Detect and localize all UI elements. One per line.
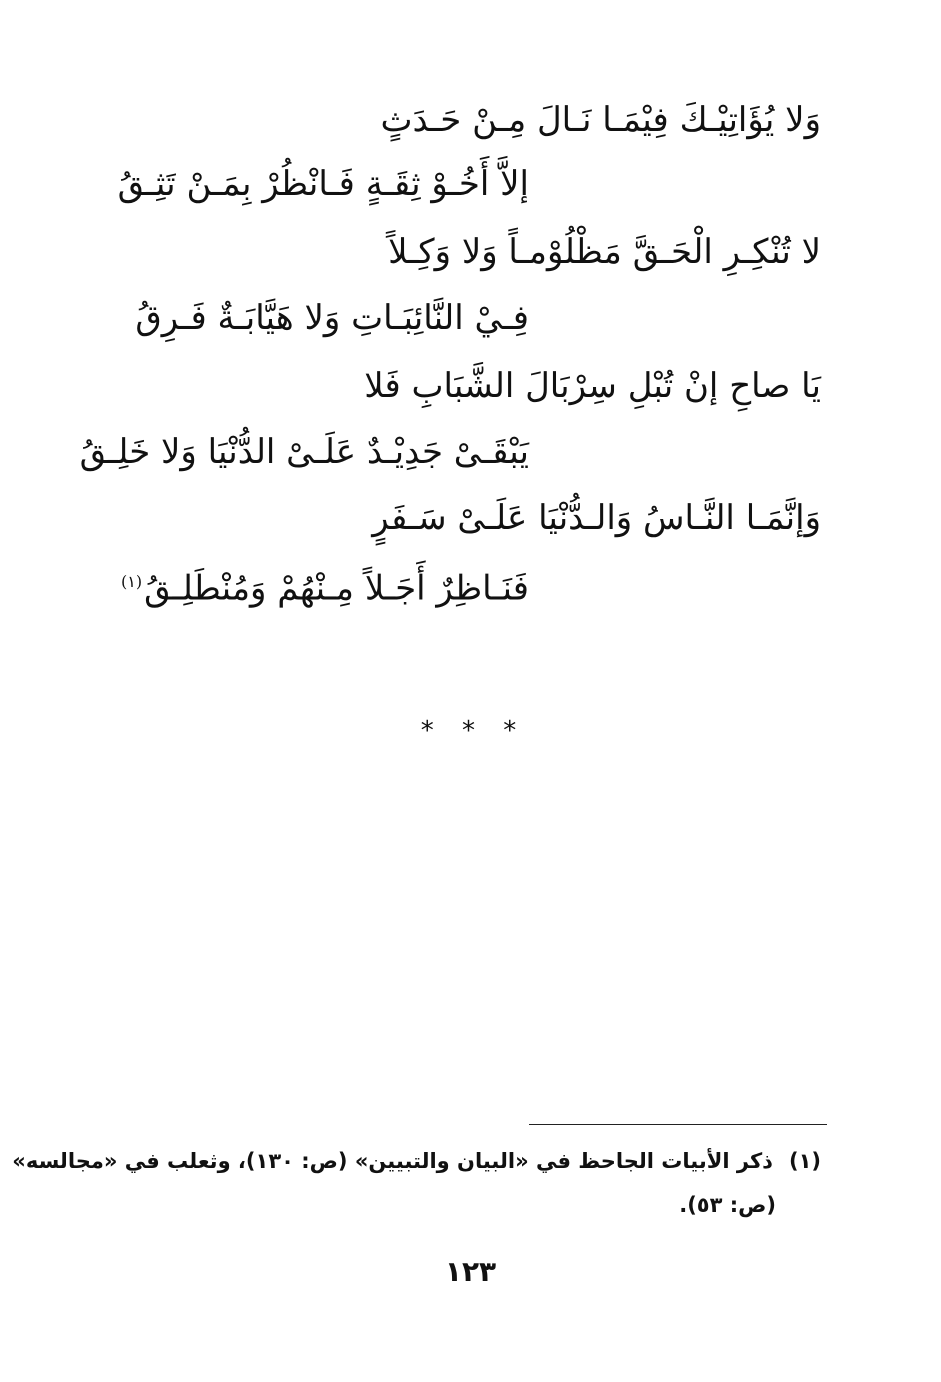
footnote-divider (529, 1124, 827, 1125)
footnote-reference: (١) (121, 572, 143, 591)
verse-line-8-text: فَنَـاظِرٌ أَجَـلاً مِـنْهُمْ وَمُنْطَلِـقُ (144, 568, 529, 609)
footnote-line-2: (ص: ٥٣). (679, 1193, 776, 1217)
verse-line-1: وَلا يُؤَاتِيْـكَ فِيْمَـا نَـالَ مِـنْ حَـدَثٍ (380, 100, 821, 140)
verse-line-7: وَإنَّمَـا النَّـاسُ وَالـدُّنْيَا عَلَـىْ سَـفَرٍ (372, 498, 821, 538)
verse-line-3: لا تُنْكِـرِ الْحَـقَّ مَظْلُوْمـاً وَلا وَكِـلاً (388, 232, 821, 272)
footnote-text-1: ذكر الأبيات الجاحظ في «البيان والتبيين» (ص: ١٣٠)، وثعلب في «مجالسه» (12, 1149, 773, 1173)
section-separator: * * * (420, 716, 527, 746)
verse-line-2: إلاَّ أَخُـوْ ثِقَـةٍ فَـانْظُرْ بِمَـنْ تَثِـقُ (117, 164, 529, 204)
verse-line-8 (121, 560, 529, 610)
page-number: ١٢٣ (444, 1255, 497, 1288)
footnote-number: (١) (788, 1149, 821, 1173)
footnote-line-1 (12, 1146, 821, 1176)
verse-line-4: فِـيْ النَّائِبَـاتِ وَلا هَيَّابَـةٌ فَـرِقُ (135, 298, 529, 338)
verse-line-5: يَا صاحِ إنْ تُبْلِ سِرْبَالَ الشَّبَابِ فَلا (364, 366, 821, 406)
verse-line-6: يَبْقَـىْ جَدِيْـدٌ عَلَـىْ الدُّنْيَا وَلا خَلِـقُ (79, 432, 529, 472)
